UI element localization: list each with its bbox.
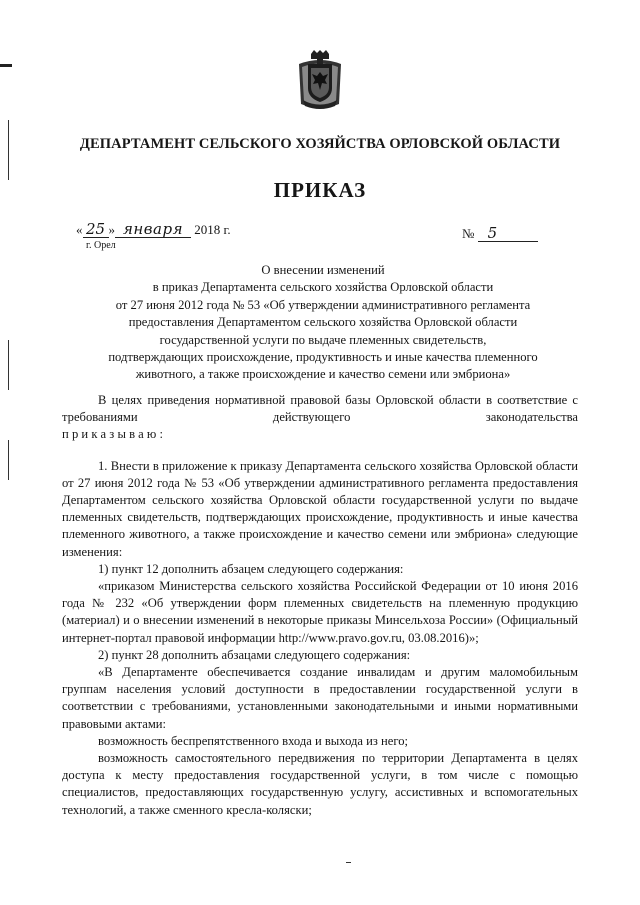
subject-line: в приказ Департамента сельского хозяйства Орловской области <box>152 280 494 295</box>
date-open-quote: « <box>76 222 83 237</box>
order-body <box>62 392 578 819</box>
date-year: 2018 г. <box>194 222 231 237</box>
paragraph-sub-2-text: «В Департаменте обеспечивается создание инвалидам и другим маломобильным группам населения условий доступности в предоставлении государственной услуги в соответствии с требованиями, установленными законодательными и иными нормативными правовыми актами: <box>62 665 578 731</box>
scan-mark-left-2 <box>8 340 9 390</box>
city-label: г. Орел <box>86 240 116 251</box>
coat-of-arms-icon <box>295 50 345 112</box>
subject-line: подтверждающих происхождение, продуктивность и иные качества племенного <box>108 350 538 365</box>
paragraph-sub-1-text: «приказом Министерства сельского хозяйства Российской Федерации от 10 июня 2016 года № 232 «Об утверждении форм племенных свидетельств на племенную продукцию (материал) и о внесении изменений в некоторые приказы Минсельхоза России» (Официальный интернет-портал правовой информации http://www.pravo.gov.ru, 03.08.2016)»; <box>62 579 578 645</box>
scan-mark-left-3 <box>8 440 9 480</box>
subject-line: животного, а также происхождение и качество семени или эмбриона» <box>135 367 511 382</box>
subject-line: от 27 июня 2012 года № 53 «Об утверждении административного регламента <box>115 297 531 312</box>
paragraph-sub-2-item-a: возможность беспрепятственного входа и выхода из него; <box>98 733 408 748</box>
paragraph-sub-2-item-b: возможность самостоятельного передвижения по территории Департамента в целях доступа к месту предоставления государственной услуги, в том числе с помощью специалистов, предоставляющих государственную услугу, ассистивных и вспомогательных технологий, а также сменного кресла-коляски; <box>62 751 578 817</box>
number-label: № <box>462 226 475 241</box>
preamble-paragraph: В целях приведения нормативной правовой базы Орловской области в соответствие с требованиями действующего законодательства <box>62 393 578 425</box>
scan-mark-bottom <box>346 862 351 863</box>
number-value: 5 <box>478 226 538 242</box>
order-word: приказываю: <box>62 427 167 442</box>
document-title: ПРИКАЗ <box>273 178 367 202</box>
date-close-quote: » <box>108 222 115 237</box>
date-day: 25 <box>83 222 109 238</box>
paragraph-sub-2: 2) пункт 28 дополнить абзацами следующего содержания: <box>98 647 411 662</box>
subject-line: предоставления Департаментом сельского хозяйства Орловской области <box>128 315 518 330</box>
subject-line: О внесении изменений <box>261 263 385 277</box>
department-name: ДЕПАРТАМЕНТ СЕЛЬСКОГО ХОЗЯЙСТВА ОРЛОВСКОЙ ОБЛАСТИ <box>79 136 561 152</box>
date-month: января <box>115 222 191 238</box>
order-date <box>76 222 231 238</box>
paragraph-item-1: 1. Внести в приложение к приказу Департамента сельского хозяйства Орловской области от 27 июня 2012 года № 53 «Об утверждении административного регламента предоставления Департаментом сельского хозяйства Орловской области государственной услуги по выдаче племенных свидетельств, подтверждающих происхождение, продуктивность и иные качества племенного животного, а также происхождение и качество семени или эмбриона» следующие изменения: <box>62 458 578 559</box>
subject-line: государственной услуги по выдаче племенных свидетельств, <box>159 332 487 347</box>
scan-mark-top <box>0 64 12 67</box>
order-subject <box>80 262 566 384</box>
paragraph-sub-1: 1) пункт 12 дополнить абзацем следующего содержания: <box>98 561 404 576</box>
order-number <box>462 226 538 242</box>
